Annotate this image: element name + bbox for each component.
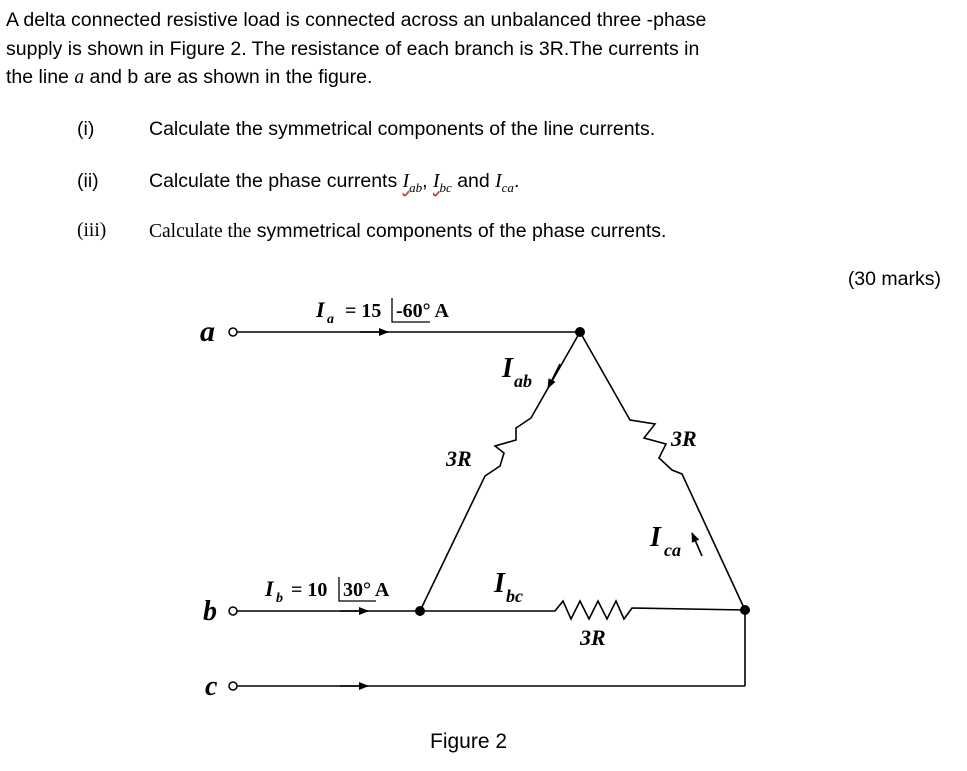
resistor-right-label: 3R (671, 426, 697, 451)
terminal-a-node (229, 328, 237, 336)
symbol-ibc: $I_{bc}$ (433, 171, 452, 195)
question-number-3: (iii) (77, 220, 107, 241)
iab-subscript: ab (514, 371, 532, 391)
ica-symbol: I (650, 522, 661, 553)
intro-line-1: A delta connected resistive load is connected across an unbalanced three -phase (6, 9, 707, 31)
node-c (740, 605, 750, 615)
ia-angle: -60° A (396, 300, 449, 322)
terminal-a-label: a (200, 315, 215, 348)
ia-magnitude: = 15 (345, 300, 382, 322)
symbol-ica: $I_{ca}$ (495, 171, 514, 195)
node-b (415, 606, 425, 616)
ibc-symbol: I (494, 568, 505, 599)
node-a (575, 327, 585, 337)
resistor-left-label: 3R (446, 446, 472, 471)
terminal-b-label: b (203, 596, 217, 627)
question-text-2: Calculate the phase currents $I_{ab}$, $I_{bc}$ and $I_{ca}$. (149, 170, 520, 195)
ib-subscript: b (276, 591, 283, 606)
symbol-iab: $I_{ab}$ (402, 171, 423, 195)
terminal-b-node (229, 607, 237, 615)
terminal-c-node (229, 682, 237, 690)
ib-angle: 30° A (343, 579, 390, 601)
question-text-3: Calculate the symmetrical components of the phase currents. (149, 220, 667, 242)
intro-line-2: supply is shown in Figure 2. The resistance of each branch is 3R.The currents in (6, 37, 700, 60)
question-number-1: (i) (77, 118, 95, 140)
resistor-right-branch (580, 332, 745, 610)
ib-symbol: I (265, 576, 274, 601)
line-current-arrows (340, 332, 388, 686)
iab-symbol: I (502, 353, 513, 384)
ia-symbol: I (316, 297, 325, 322)
phase-current-arrows (548, 364, 702, 556)
line-a-variable: a (74, 67, 85, 88)
ica-subscript: ca (664, 540, 681, 560)
resistor-bottom-branch (420, 601, 745, 619)
resistor-bottom-label: 3R (580, 625, 606, 650)
intro-line-3: the line a and b are as shown in the figure. (6, 66, 373, 88)
question-text-1: Calculate the symmetrical components of the line currents. (149, 118, 656, 140)
figure-caption: Figure 2 (430, 730, 508, 753)
terminal-c-label: c (205, 671, 218, 702)
ib-magnitude: = 10 (291, 579, 328, 601)
ibc-subscript: bc (506, 586, 523, 606)
delta-load (420, 332, 745, 619)
ia-subscript: a (327, 312, 334, 327)
line-wires (237, 332, 745, 686)
question-number-2: (ii) (77, 170, 99, 192)
marks-label: (30 marks) (847, 268, 941, 290)
